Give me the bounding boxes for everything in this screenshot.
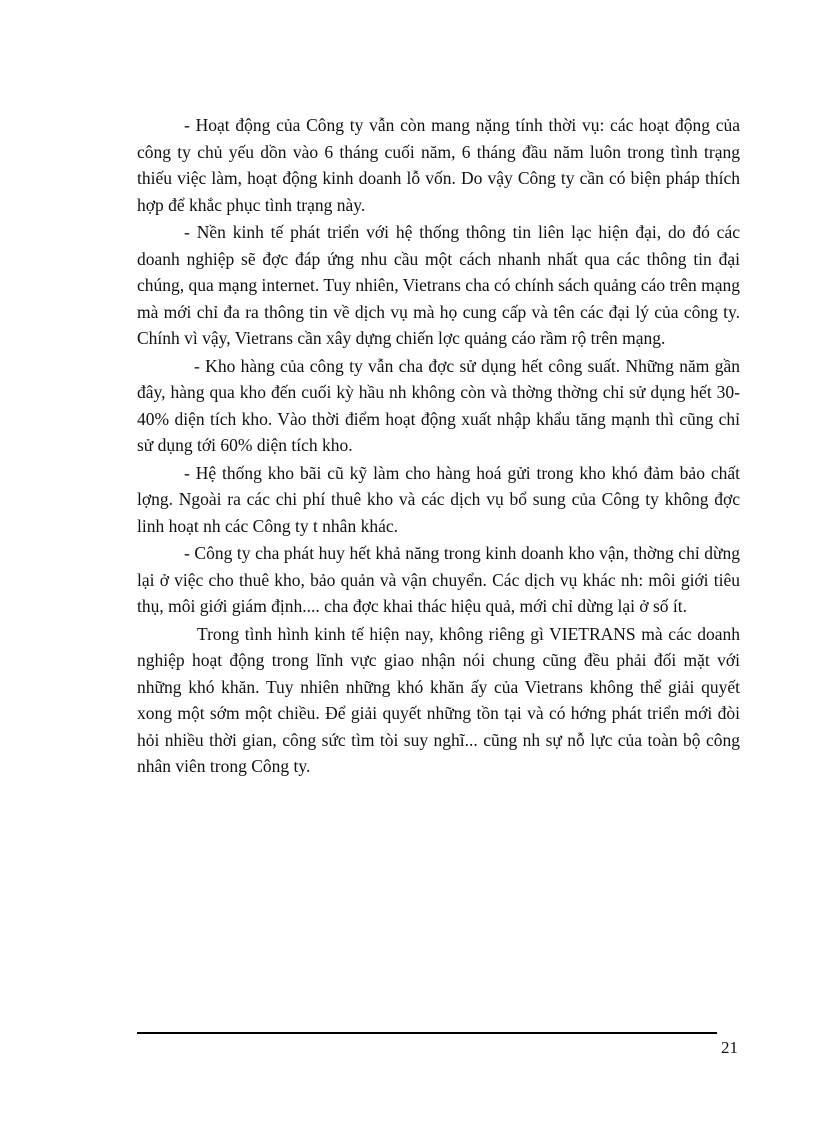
footer-divider xyxy=(137,1032,717,1034)
page-number: 21 xyxy=(721,1038,738,1057)
paragraph-conclusion: Trong tình hình kinh tế hiện nay, không riêng gì VIETRANS mà các doanh nghiệp hoạt động trong lĩnh vực giao nhận nói chung cũng đều phải đối mặt với những khó khăn. Tuy nhiên những khó khăn ấy của Vietrans không thể giải quyết xong một sớm một chiều. Để giải quyết những tồn tại và có hớng phát triển mới đòi hỏi nhiều thời gian, công sức tìm tòi suy nghĩ... cũng nh sự nỗ lực của toàn bộ công nhân viên trong Công ty. xyxy=(137,623,740,776)
paragraph-warehouse-quality: - Hệ thống kho bãi cũ kỹ làm cho hàng hoá gửi trong kho khó đảm bảo chất lợng. Ngoài ra các chi phí thuê kho và các dịch vụ bổ sung của Công ty không đợc linh hoạt nh các Công ty t nhân khác. xyxy=(137,462,740,536)
paragraph-warehouse-capacity: - Kho hàng của công ty vẫn cha đợc sử dụng hết công suất. Những năm gần đây, hàng qua kho đến cuối kỳ hầu nh không còn và thờng thờng chỉ sử dụng hết 30-40% diện tích kho. Vào thời điểm hoạt động xuất nhập khẩu tăng mạnh thì cũng chỉ sử dụng tới 60% diện tích kho. xyxy=(137,355,740,455)
paragraph-logistics-services: - Công ty cha phát huy hết khả năng trong kinh doanh kho vận, thờng chỉ dừng lại ở việc cho thuê kho, bảo quản và vận chuyển. Các dịch vụ khác nh: môi giới tiêu thụ, môi giới giám định.... cha đợc khai thác hiệu quả, mới chỉ dừng lại ở số ít. xyxy=(137,543,740,616)
paragraph-seasonal-operations: - Hoạt động của Công ty vẫn còn mang nặng tính thời vụ: các hoạt động của công ty chủ yếu dồn vào 6 tháng cuối năm, 6 tháng đầu năm luôn trong tình trạng thiếu việc làm, hoạt động kinh doanh lỗ vốn. Do vậy Công ty cần có biện pháp thích hợp để khắc phục tình trạng này. xyxy=(137,115,740,215)
document-body xyxy=(137,112,740,780)
paragraph-online-advertising: - Nền kinh tế phát triển với hệ thống thông tin liên lạc hiện đại, do đó các doanh nghiệp sẽ đợc đáp ứng nhu cầu một cách nhanh nhất qua các thông tin đại chúng, qua mạng internet. Tuy nhiên, Vietrans cha có chính sách quảng cáo trên mạng mà mới chỉ đa ra thông tin về dịch vụ mà họ cung cấp và tên các đại lý của công ty. Chính vì vậy, Vietrans cần xây dựng chiến lợc quảng cáo rầm rộ trên mạng. xyxy=(137,222,740,348)
